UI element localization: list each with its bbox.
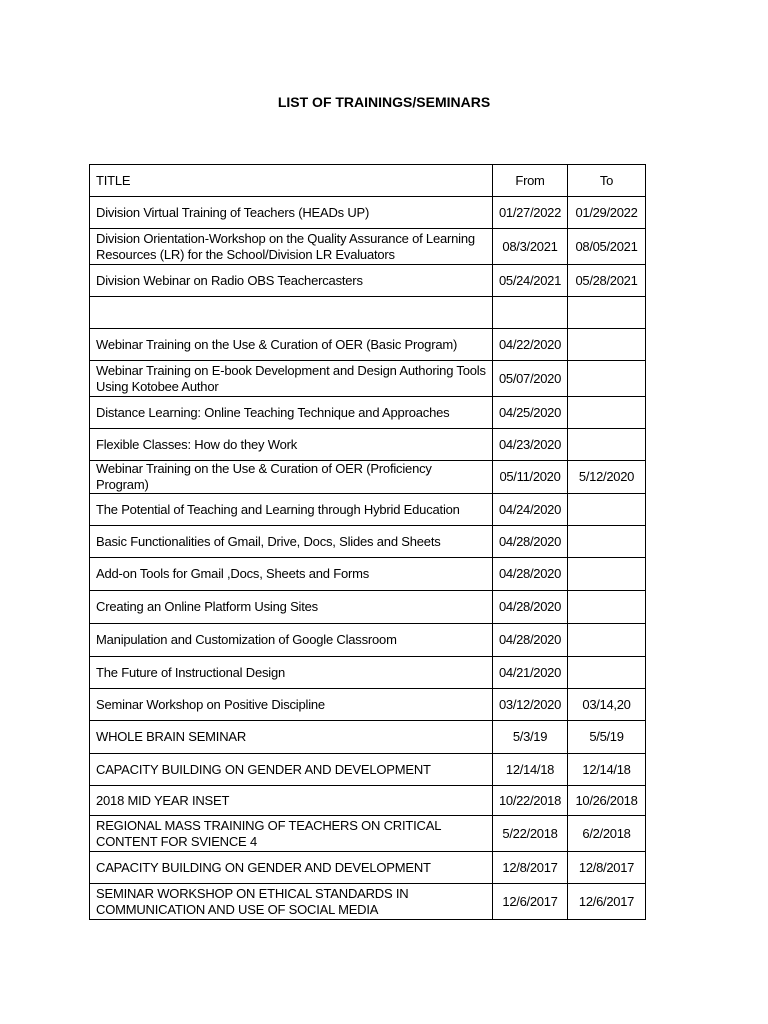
- to-date: 6/2/2018: [568, 816, 646, 852]
- table-row: [90, 329, 646, 361]
- table-row: [90, 229, 646, 265]
- table-row: [90, 786, 646, 816]
- to-date: [568, 526, 646, 558]
- training-title: Creating an Online Platform Using Sites: [90, 591, 493, 624]
- from-date: 04/28/2020: [493, 558, 568, 591]
- from-date: 05/11/2020: [493, 461, 568, 494]
- training-title: The Future of Instructional Design: [90, 657, 493, 689]
- to-date: 12/8/2017: [568, 852, 646, 884]
- table-row: [90, 624, 646, 657]
- training-title: REGIONAL MASS TRAINING OF TEACHERS ON CRITICAL CONTENT FOR SVIENCE 4: [90, 816, 493, 852]
- training-title: Distance Learning: Online Teaching Technique and Approaches: [90, 397, 493, 429]
- to-date: 05/28/2021: [568, 265, 646, 297]
- to-date: [568, 494, 646, 526]
- to-date: 10/26/2018: [568, 786, 646, 816]
- table-row: [90, 526, 646, 558]
- training-title: Division Virtual Training of Teachers (HEADs UP): [90, 197, 493, 229]
- training-title: Division Webinar on Radio OBS Teachercasters: [90, 265, 493, 297]
- to-date: 12/6/2017: [568, 884, 646, 920]
- from-date: 04/28/2020: [493, 591, 568, 624]
- from-date: 04/25/2020: [493, 397, 568, 429]
- training-title: Webinar Training on the Use & Curation of OER (Proficiency Program): [90, 461, 493, 494]
- training-title: CAPACITY BUILDING ON GENDER AND DEVELOPMENT: [90, 754, 493, 786]
- table-row: [90, 494, 646, 526]
- training-title: SEMINAR WORKSHOP ON ETHICAL STANDARDS IN COMMUNICATION AND USE OF SOCIAL MEDIA: [90, 884, 493, 920]
- to-date: 12/14/18: [568, 754, 646, 786]
- table-row: [90, 884, 646, 920]
- from-date: 04/22/2020: [493, 329, 568, 361]
- column-header-from: From: [493, 165, 568, 197]
- training-title: WHOLE BRAIN SEMINAR: [90, 721, 493, 754]
- from-date: [493, 297, 568, 329]
- table-row: [90, 754, 646, 786]
- to-date: [568, 558, 646, 591]
- to-date: 5/12/2020: [568, 461, 646, 494]
- trainings-table: [89, 164, 646, 920]
- from-date: 04/21/2020: [493, 657, 568, 689]
- training-title: Basic Functionalities of Gmail, Drive, Docs, Slides and Sheets: [90, 526, 493, 558]
- from-date: 12/6/2017: [493, 884, 568, 920]
- to-date: [568, 624, 646, 657]
- table-row-empty: [90, 297, 646, 329]
- from-date: 08/3/2021: [493, 229, 568, 265]
- table-row: [90, 197, 646, 229]
- table-row: [90, 461, 646, 494]
- training-title: The Potential of Teaching and Learning through Hybrid Education: [90, 494, 493, 526]
- from-date: 04/24/2020: [493, 494, 568, 526]
- training-title: Division Orientation-Workshop on the Quality Assurance of Learning Resources (LR) for the School/Division LR Evaluators: [90, 229, 493, 265]
- table-row: [90, 265, 646, 297]
- from-date: 05/07/2020: [493, 361, 568, 397]
- column-header-title: TITLE: [90, 165, 493, 197]
- training-title: Manipulation and Customization of Google Classroom: [90, 624, 493, 657]
- to-date: 08/05/2021: [568, 229, 646, 265]
- from-date: 01/27/2022: [493, 197, 568, 229]
- to-date: [568, 657, 646, 689]
- training-title: 2018 MID YEAR INSET: [90, 786, 493, 816]
- table-row: [90, 852, 646, 884]
- from-date: 10/22/2018: [493, 786, 568, 816]
- training-title: Webinar Training on E-book Development and Design Authoring Tools Using Kotobee Author: [90, 361, 493, 397]
- to-date: [568, 429, 646, 461]
- training-title: Add-on Tools for Gmail ,Docs, Sheets and Forms: [90, 558, 493, 591]
- from-date: 04/28/2020: [493, 526, 568, 558]
- from-date: 03/12/2020: [493, 689, 568, 721]
- page-title: LIST OF TRAININGS/SEMINARS: [277, 94, 491, 110]
- training-title: Flexible Classes: How do they Work: [90, 429, 493, 461]
- table-row: [90, 397, 646, 429]
- table-row: [90, 361, 646, 397]
- to-date: [568, 329, 646, 361]
- table-row: [90, 429, 646, 461]
- to-date: [568, 591, 646, 624]
- table-row: [90, 591, 646, 624]
- table-row: [90, 689, 646, 721]
- to-date: 5/5/19: [568, 721, 646, 754]
- from-date: 5/22/2018: [493, 816, 568, 852]
- training-title: CAPACITY BUILDING ON GENDER AND DEVELOPMENT: [90, 852, 493, 884]
- from-date: 5/3/19: [493, 721, 568, 754]
- training-title: Seminar Workshop on Positive Discipline: [90, 689, 493, 721]
- table-row: [90, 816, 646, 852]
- training-title: [90, 297, 493, 329]
- to-date: 01/29/2022: [568, 197, 646, 229]
- to-date: [568, 297, 646, 329]
- to-date: 03/14,20: [568, 689, 646, 721]
- table-row: [90, 657, 646, 689]
- from-date: 12/14/18: [493, 754, 568, 786]
- column-header-to: To: [568, 165, 646, 197]
- table-header-row: [90, 165, 646, 197]
- table-row: [90, 558, 646, 591]
- from-date: 04/28/2020: [493, 624, 568, 657]
- training-title: Webinar Training on the Use & Curation of OER (Basic Program): [90, 329, 493, 361]
- from-date: 12/8/2017: [493, 852, 568, 884]
- from-date: 04/23/2020: [493, 429, 568, 461]
- to-date: [568, 361, 646, 397]
- to-date: [568, 397, 646, 429]
- from-date: 05/24/2021: [493, 265, 568, 297]
- table-row: [90, 721, 646, 754]
